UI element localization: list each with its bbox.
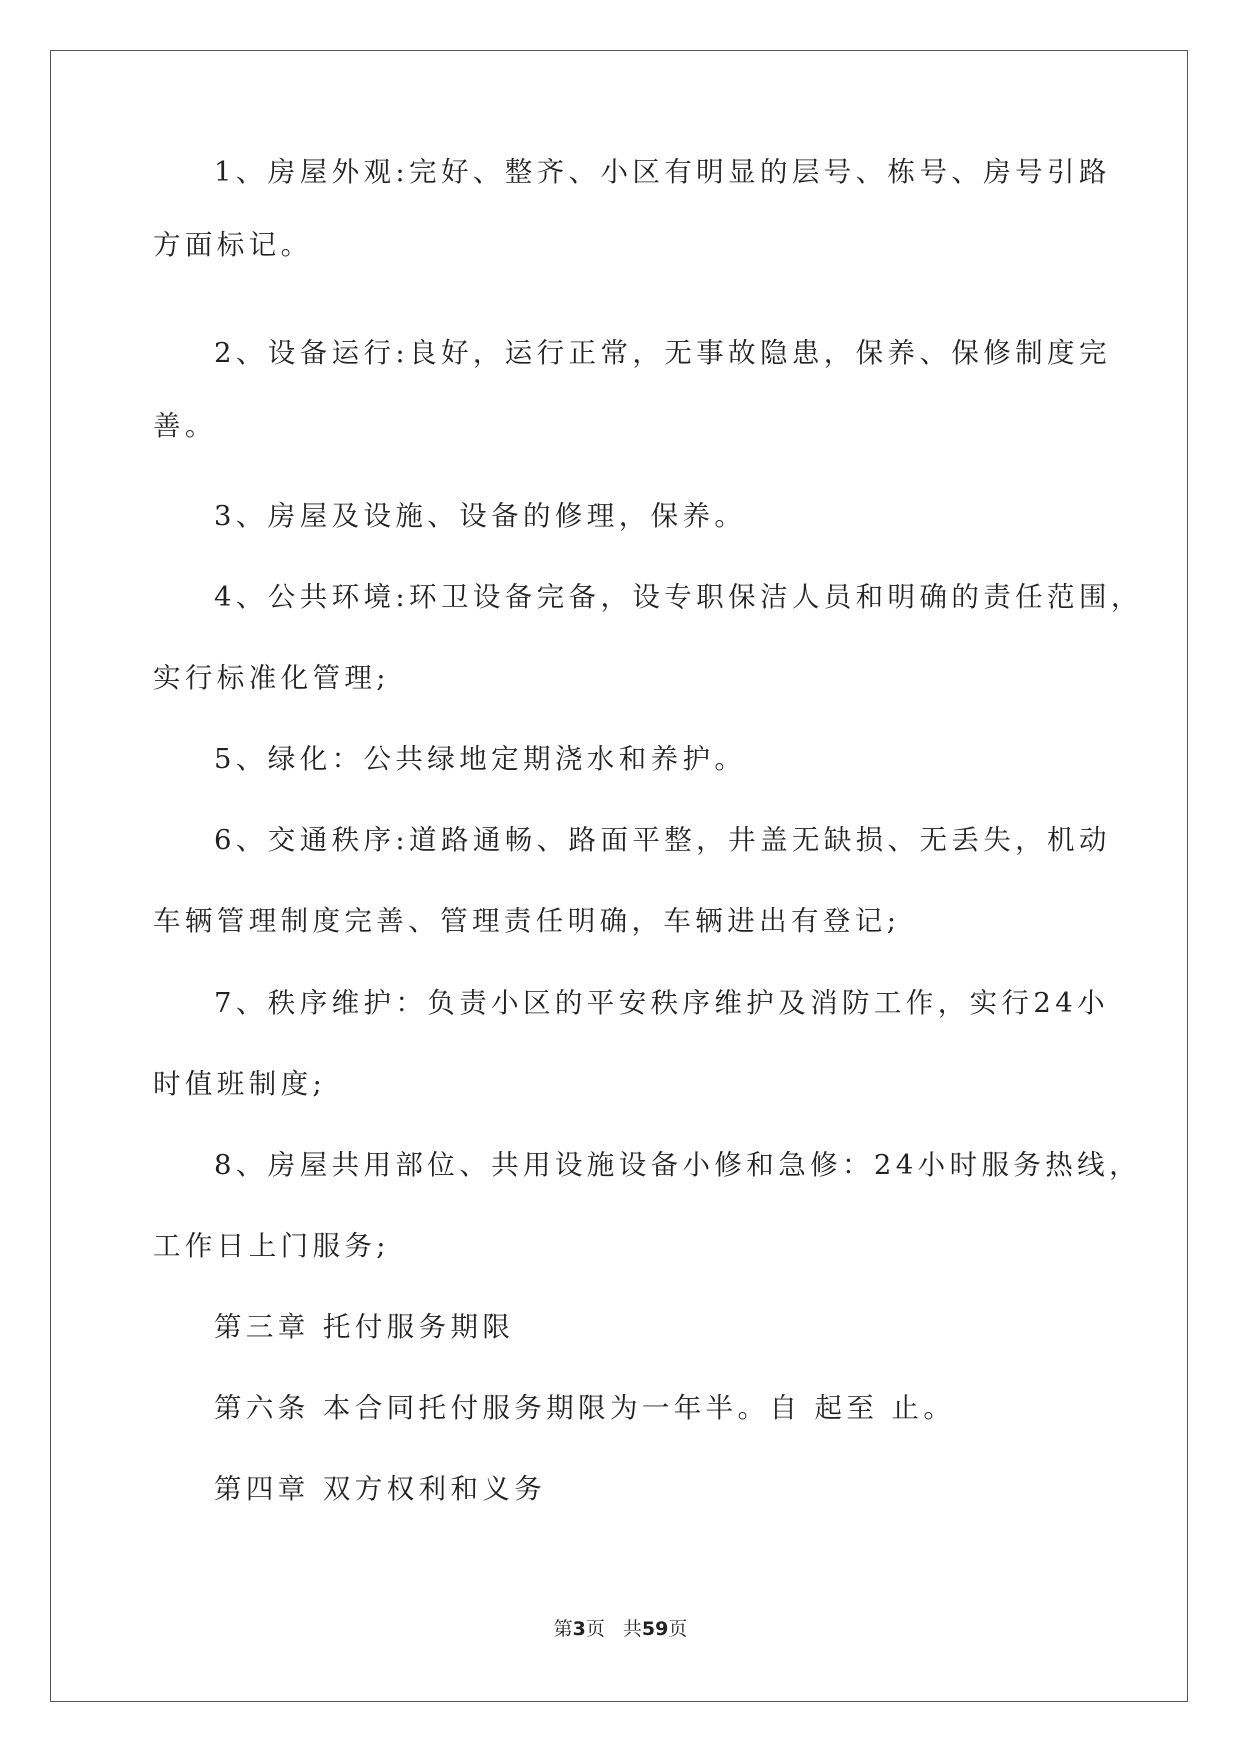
paragraph-8-line-2: 工作日上门服务; [153,1230,390,1262]
article-6: 第六条 本合同托付服务期限为一年半。自 起至 止。 [214,1392,956,1424]
total-pages: 59 [641,1618,669,1640]
paragraph-1-line-1: 1、房屋外观:完好、整齐、小区有明显的层号、栋号、房号引路 [214,156,1111,188]
page-footer [0,1617,1241,1641]
total-suffix: 页 [668,1618,688,1640]
paragraph-7-line-2: 时值班制度; [153,1068,327,1100]
chapter-3-heading: 第三章 托付服务期限 [214,1311,515,1343]
page-border [50,50,1188,1702]
paragraph-3: 3、房屋及设施、设备的修理，保养。 [214,500,747,532]
page-number: 3 [572,1618,586,1640]
paragraph-2-line-1: 2、设备运行:良好，运行正常，无事故隐患，保养、保修制度完 [214,337,1111,369]
page-prefix: 第 [553,1618,573,1640]
paragraph-4-line-1: 4、公共环境:环卫设备完备，设专职保洁人员和明确的责任范围， [214,581,1143,613]
paragraph-6-line-2: 车辆管理制度完善、管理责任明确，车辆进出有登记; [153,905,901,937]
paragraph-2-line-2: 善。 [153,410,217,442]
paragraph-6-line-1: 6、交通秩序:道路通畅、路面平整，井盖无缺损、无丢失，机动 [214,824,1111,856]
chapter-4-heading: 第四章 双方权利和义务 [214,1473,547,1505]
total-prefix: 共 [622,1618,642,1640]
paragraph-5: 5、绿化：公共绿地定期浇水和养护。 [214,743,747,775]
page-suffix: 页 [585,1618,605,1640]
paragraph-4-line-2: 实行标准化管理; [153,662,390,694]
paragraph-1-line-2: 方面标记。 [153,229,313,261]
paragraph-7-line-1: 7、秩序维护：负责小区的平安秩序维护及消防工作，实行24小 [214,987,1110,1019]
paragraph-8-line-1: 8、房屋共用部位、共用设施设备小修和急修：24小时服务热线， [214,1149,1141,1181]
